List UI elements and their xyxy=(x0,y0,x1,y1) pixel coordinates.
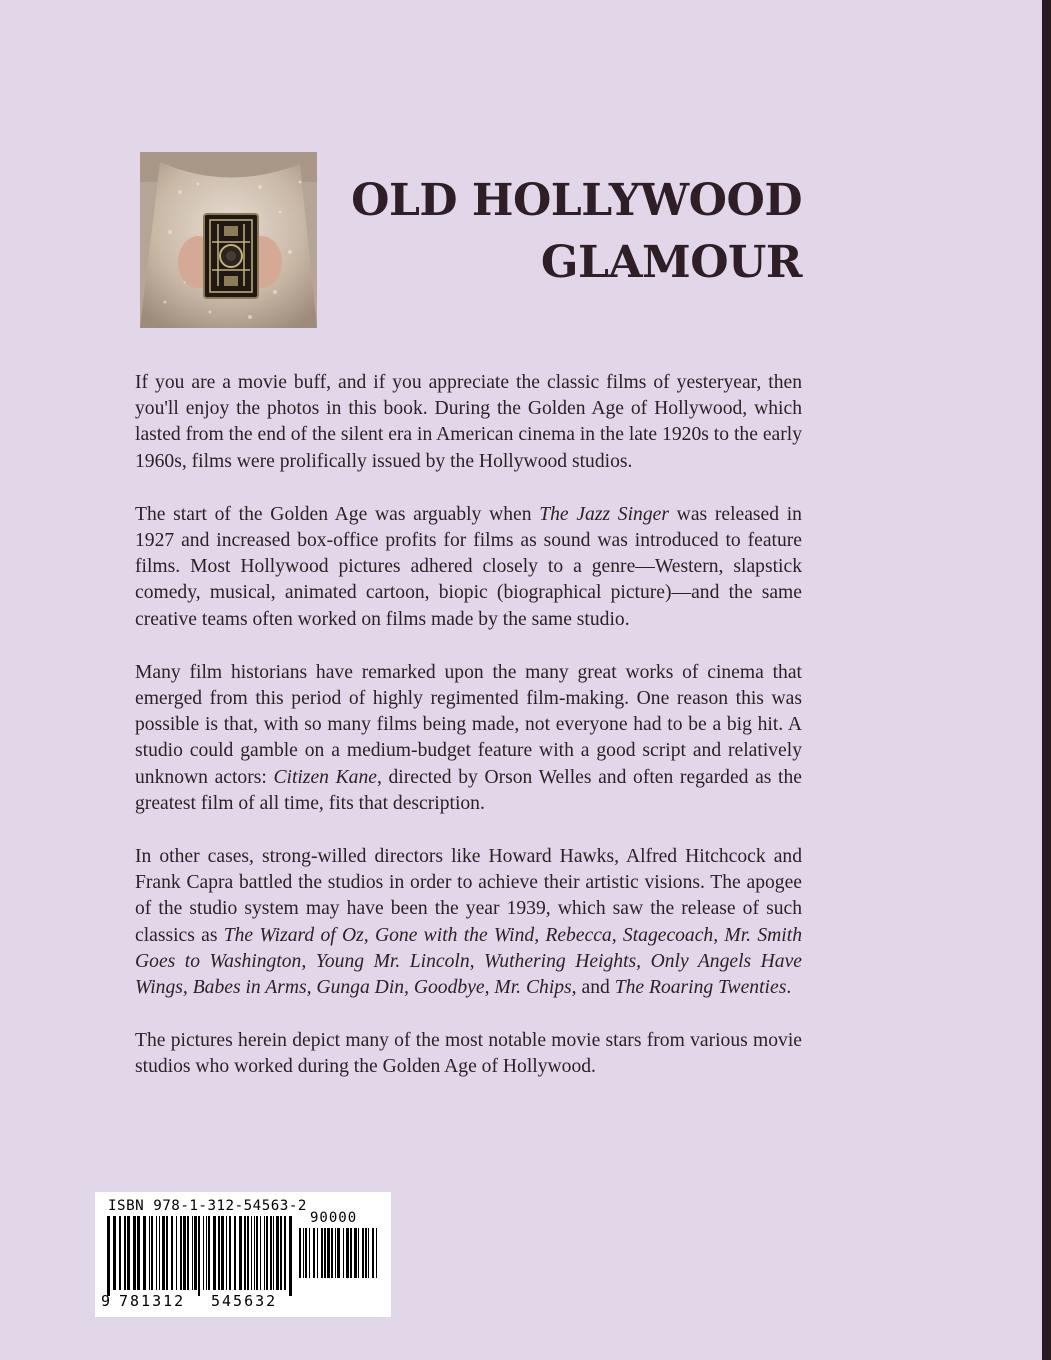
barcode-bar xyxy=(321,1228,323,1278)
barcode-bar xyxy=(289,1216,292,1296)
barcode-bar xyxy=(260,1216,261,1290)
barcode-bar xyxy=(305,1228,307,1278)
barcode-bar xyxy=(256,1216,258,1290)
barcode-bar xyxy=(354,1228,357,1278)
barcode-bar xyxy=(206,1216,207,1290)
cover-photo xyxy=(140,152,317,328)
barcode-bar xyxy=(368,1228,369,1278)
barcode-bar xyxy=(183,1216,186,1290)
barcode-bar xyxy=(156,1216,157,1290)
barcode-bar xyxy=(372,1228,374,1278)
barcode-bar xyxy=(270,1216,272,1290)
barcode-bar xyxy=(234,1216,236,1290)
barcode-bar xyxy=(343,1228,344,1278)
barcode-bar xyxy=(299,1228,301,1278)
barcode-bar xyxy=(119,1216,121,1290)
barcode-bar xyxy=(149,1216,150,1290)
italic-film-title: The Roaring Twenties xyxy=(614,977,787,999)
price-code: 90000 xyxy=(310,1210,358,1226)
barcode-bar xyxy=(346,1228,349,1278)
barcode-bar xyxy=(218,1216,220,1290)
text-run: If you are a movie buff, and if you appreciate the classic films of yesteryear, then you'll enjoy the photos in this book. During the Golden Age of Hollywood, which lasted from the end of the silent era in American cinema in the late 1920s to the early 1960s, films were prolifically issued by the Hollywood studios. xyxy=(135,372,802,472)
title-line-1: OLD HOLLYWOOD xyxy=(351,175,802,226)
text-run: . xyxy=(786,977,792,999)
barcode-bar xyxy=(276,1216,279,1290)
barcode-bar xyxy=(143,1216,146,1290)
barcode-bar xyxy=(159,1216,160,1290)
text-run: The start of the Golden Age was arguably when xyxy=(135,503,540,525)
barcode-bar xyxy=(317,1228,318,1278)
paragraph xyxy=(135,1028,802,1080)
barcode-bar xyxy=(180,1216,182,1290)
barcode-bar xyxy=(324,1228,326,1278)
text-run: , directed by Orson Welles and often regarded as the greatest film of all time, fits that description. xyxy=(135,766,802,814)
barcode-bar xyxy=(162,1216,165,1290)
barcode-bar xyxy=(331,1228,333,1278)
barcode-bar xyxy=(350,1228,352,1278)
barcode-bar xyxy=(266,1216,268,1290)
addon-barcode-bars xyxy=(299,1228,377,1284)
barcode-bar xyxy=(247,1216,249,1290)
barcode-bar xyxy=(358,1228,359,1278)
barcode-bar xyxy=(362,1228,364,1278)
barcode-bar xyxy=(176,1216,177,1290)
barcode-digit-first: 9 xyxy=(101,1292,111,1310)
isbn-label: ISBN 978-1-312-54563-2 xyxy=(108,1198,307,1214)
barcode-bar xyxy=(137,1216,140,1290)
barcode-bar xyxy=(203,1216,204,1290)
barcode-bar xyxy=(187,1216,189,1290)
barcode-bar xyxy=(127,1216,130,1290)
barcode-bar xyxy=(221,1216,224,1290)
barcode-bar xyxy=(244,1216,246,1290)
barcode-bar xyxy=(327,1228,330,1278)
barcode-bar xyxy=(107,1216,110,1296)
barcode-bar xyxy=(273,1216,274,1290)
barcode-bar xyxy=(337,1228,340,1278)
barcode-bar xyxy=(335,1228,336,1278)
italic-film-title: The Jazz Singer xyxy=(539,503,669,525)
barcode-bar xyxy=(194,1216,197,1290)
text-run: In other cases, strong-willed directors like Howard Hawks, Alfred Hitchcock and Frank Capra battled the studios in order to achieve their artistic visions. The apogee of the studio system may have been the year 1939, which saw the release of such classics as xyxy=(135,846,802,946)
isbn-barcode xyxy=(95,1192,391,1317)
italic-film-title: Citizen Kane xyxy=(273,766,377,788)
barcode-digit-group-2: 545632 xyxy=(211,1292,278,1310)
text-run: Many film historians have remarked upon the many great works of cinema that emerged from this period of highly regimented film-making. One reason this was possible is that, with so many films being made, not everyone had to be a big hit. A studio could gamble on a medium-budget feature with a good script and relatively unknown actors: xyxy=(135,661,802,788)
back-cover-description xyxy=(135,370,802,1081)
barcode-bar xyxy=(229,1216,231,1290)
barcode-bar xyxy=(166,1216,168,1290)
text-run: was released in 1927 and increased box-office profits for films as sound was introduced to feature films. Most Hollywood pictures adhered closely to a genre—Western, slapstick comedy, musical, animated cartoon, biopic (biographical picture)—and the same creative teams often worked on films made by the same studio. xyxy=(135,503,802,630)
paragraph xyxy=(135,502,802,633)
barcode-bar xyxy=(171,1216,173,1290)
barcode-digit-group-1: 781312 xyxy=(119,1292,186,1310)
barcode-bar xyxy=(151,1216,153,1290)
barcode-bar xyxy=(264,1216,265,1290)
barcode-bar xyxy=(376,1228,377,1278)
barcode-bar xyxy=(113,1216,116,1290)
barcode-bar xyxy=(309,1228,310,1278)
paragraph xyxy=(135,660,802,817)
ean-barcode-bars xyxy=(107,1216,293,1296)
barcode-bar xyxy=(226,1216,227,1290)
barcode-bar xyxy=(280,1216,282,1290)
barcode-bar xyxy=(239,1216,242,1290)
barcode-bar xyxy=(284,1216,286,1290)
barcode-bar xyxy=(133,1216,136,1290)
title-line-2: GLAMOUR xyxy=(540,237,802,288)
barcode-bar xyxy=(213,1216,216,1290)
text-run: The pictures herein depict many of the most notable movie stars from various movie studios who worked during the Golden Age of Hollywood. xyxy=(135,1030,802,1078)
barcode-bar xyxy=(198,1216,200,1296)
barcode-bar xyxy=(124,1216,126,1290)
barcode-bar xyxy=(365,1228,367,1278)
barcode-bar xyxy=(208,1216,210,1290)
barcode-bar xyxy=(192,1216,193,1290)
paragraph xyxy=(135,844,802,1001)
text-run: and xyxy=(576,977,615,999)
barcode-bar xyxy=(313,1228,315,1278)
barcode-bar xyxy=(254,1216,255,1290)
vintage-camera-photo xyxy=(140,152,317,328)
paragraph xyxy=(135,370,802,475)
italic-film-title: The Wizard of Oz, Gone with the Wind, Rebecca, Stagecoach, Mr. Smith Goes to Washington, Young Mr. Lincoln, Wuthering Heights, Only Angels Have Wings, Babes in Arms, Gunga Din, Goodbye, Mr. Chips, xyxy=(135,924,802,999)
barcode-bar xyxy=(251,1216,252,1290)
barcode-bar xyxy=(303,1228,304,1278)
book-title xyxy=(340,170,802,294)
cover-edge xyxy=(1042,0,1051,1360)
